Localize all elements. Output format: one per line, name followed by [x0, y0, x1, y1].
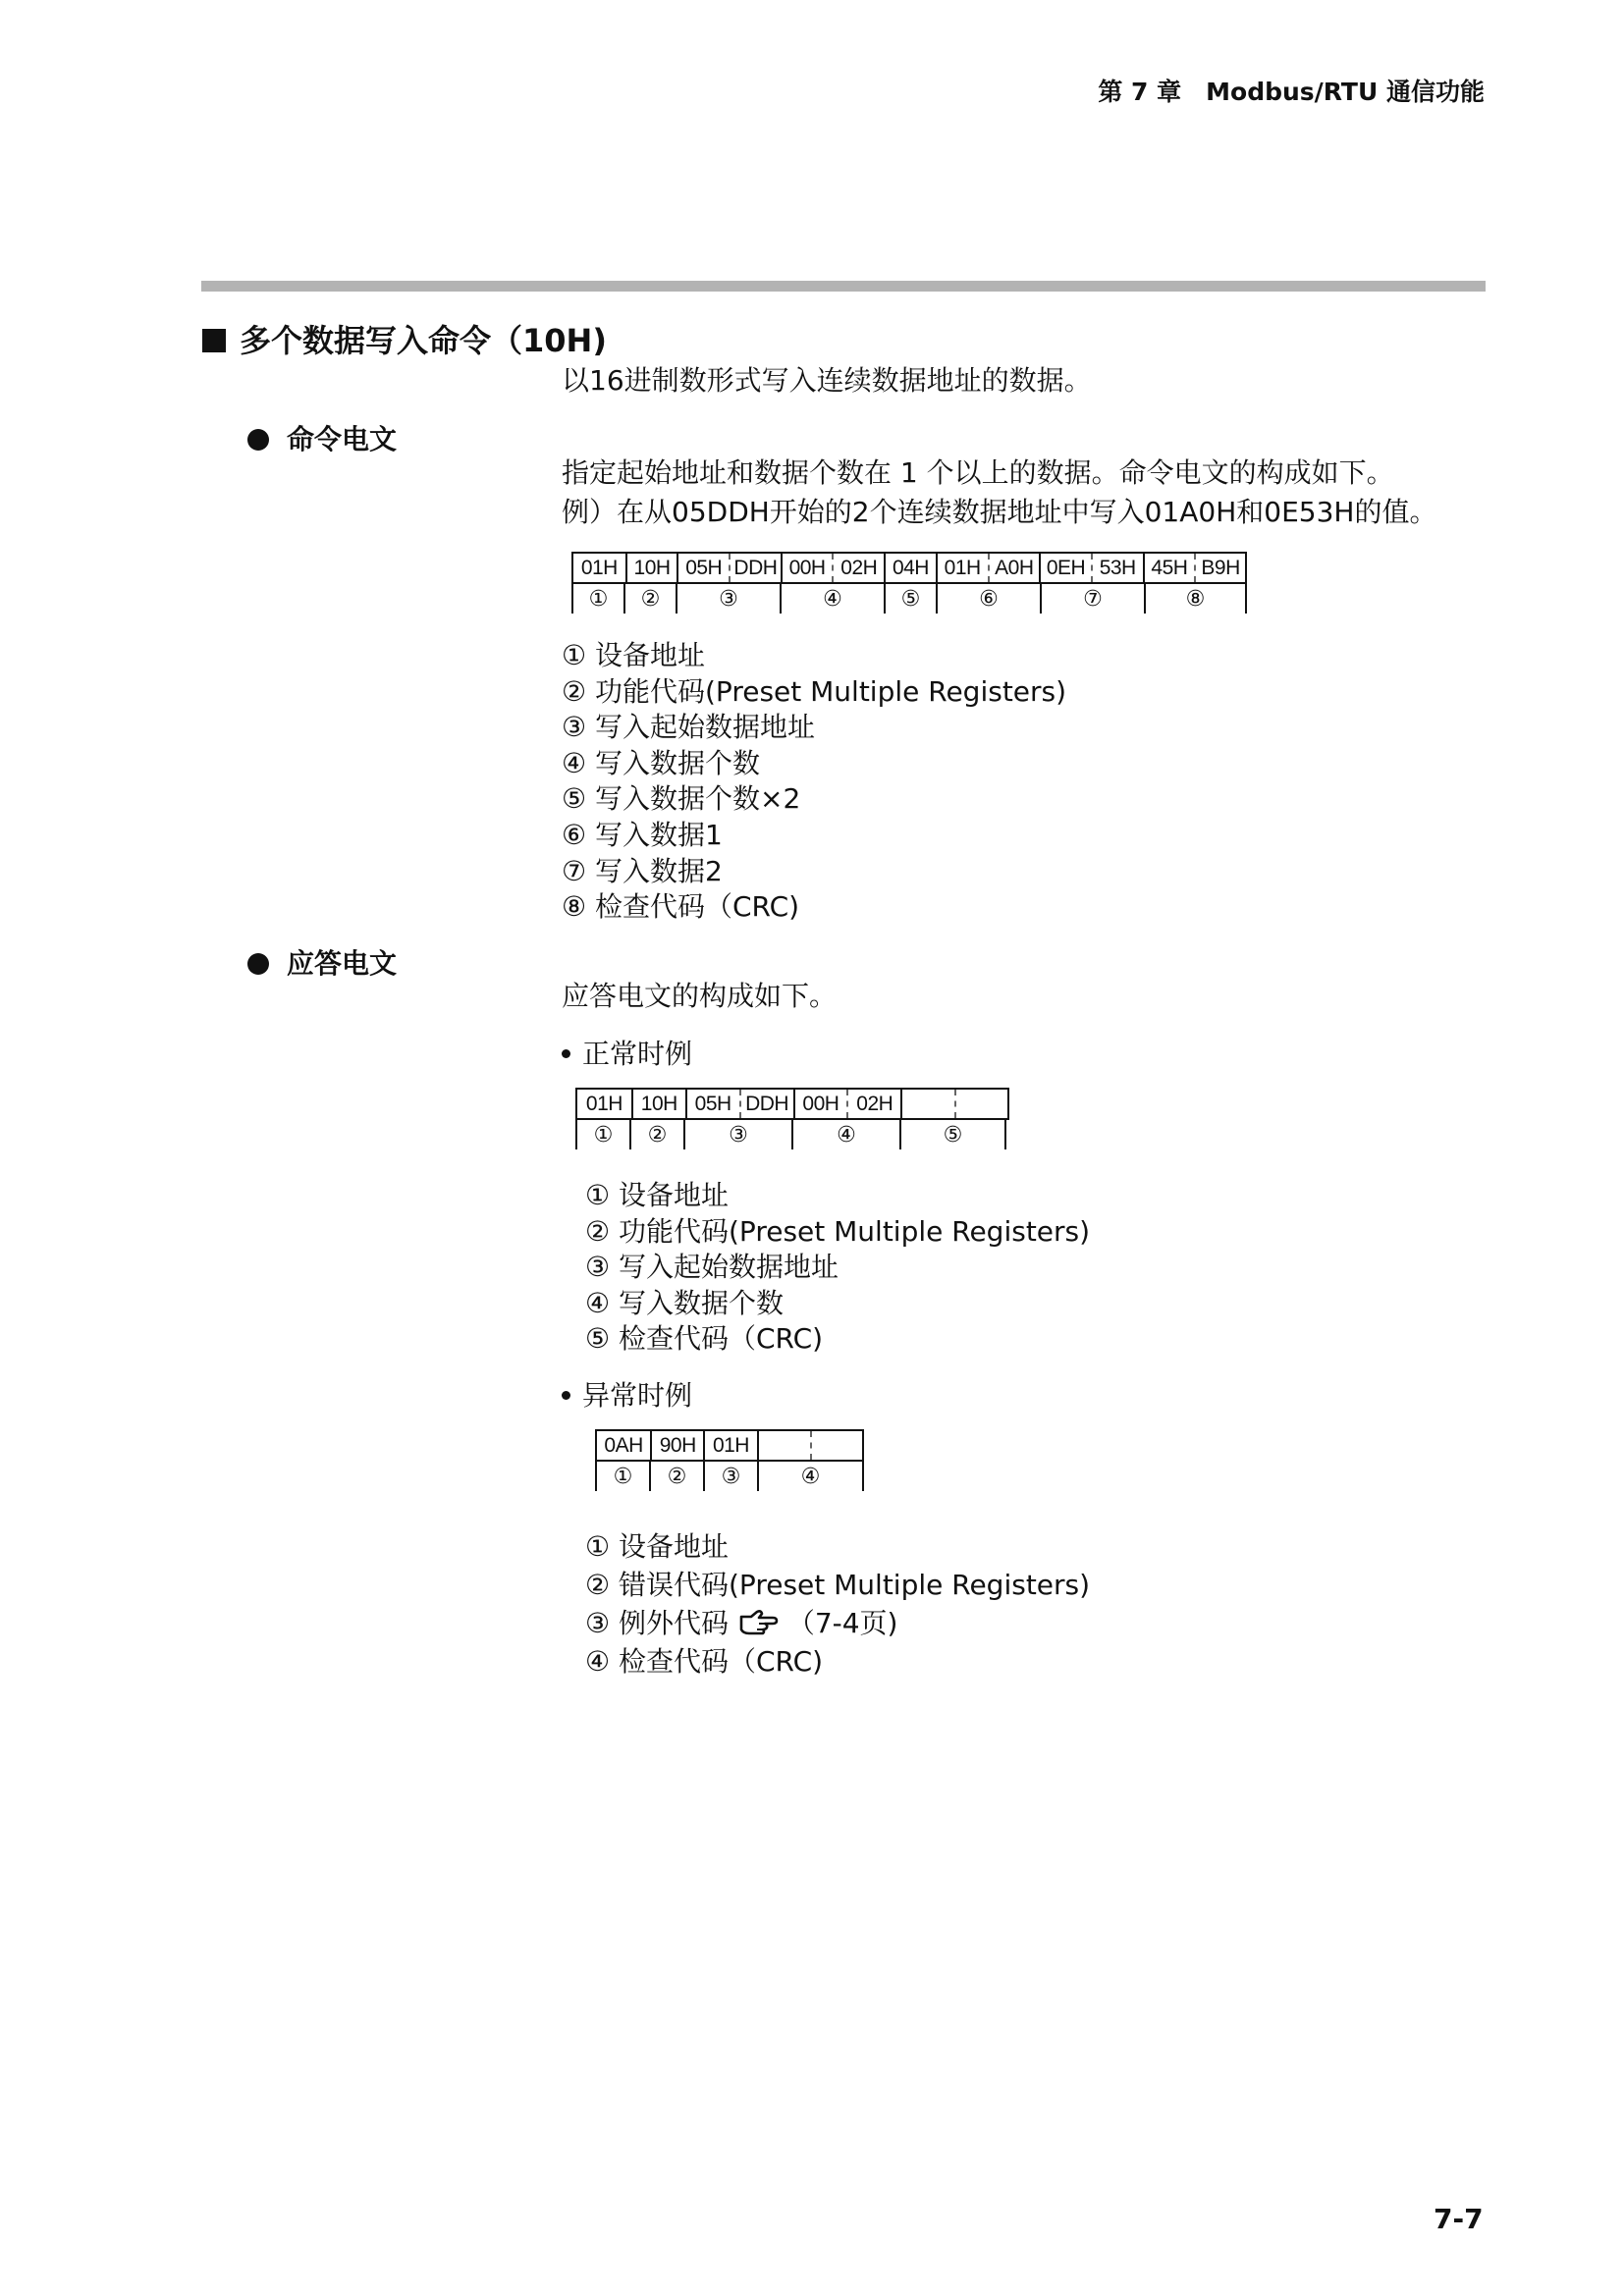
- command-example: 例）在从05DDH开始的2个连续数据地址中写入01A0H和0E53H的值。: [562, 496, 1437, 528]
- legend-item: ④ 检查代码（CRC): [585, 1645, 824, 1678]
- frame-byte: DDH: [729, 554, 781, 582]
- frame-byte: 90H: [650, 1431, 703, 1460]
- normal-response-frame-diagram: [575, 1088, 1009, 1149]
- frame-byte: 01H: [703, 1431, 756, 1460]
- frame-byte: 01H: [936, 554, 988, 582]
- legend-item: ④ 写入数据个数: [585, 1286, 785, 1319]
- legend-item: ④ 写入数据个数: [562, 746, 761, 779]
- section-title-text: 多个数据写入命令（10H): [240, 322, 607, 359]
- frame-byte: 0AH: [604, 1433, 643, 1457]
- normal-example-label-text: 正常时例: [582, 1038, 693, 1070]
- legend-item: ② 错误代码(Preset Multiple Registers): [585, 1569, 1091, 1601]
- frame-field-number: ②: [649, 1462, 703, 1491]
- frame-byte: 10H: [625, 554, 677, 582]
- page-reference[interactable]: （7-4页): [786, 1607, 898, 1639]
- frame-byte: 04H: [884, 554, 936, 582]
- frame-field-number: ⑤: [884, 584, 936, 614]
- command-frame-bytes: [571, 552, 1247, 584]
- square-bullet-icon: [202, 329, 226, 352]
- legend-item: ⑤ 检查代码（CRC): [585, 1322, 824, 1356]
- normal-frame-bytes: [575, 1088, 1009, 1120]
- legend-item-text: ③ 例外代码: [585, 1607, 730, 1639]
- frame-field-number: ①: [571, 584, 623, 614]
- error-response-frame-diagram: [595, 1429, 864, 1491]
- circle-bullet-icon: [247, 429, 269, 451]
- legend-item: ⑤ 写入数据个数×2: [562, 782, 801, 816]
- error-response-legend: [585, 1527, 1090, 1681]
- frame-byte: DDH: [739, 1090, 793, 1118]
- pointing-hand-icon: [737, 1608, 779, 1646]
- legend-item: ⑧ 检查代码（CRC): [562, 890, 800, 924]
- frame-byte: [810, 1431, 862, 1460]
- response-heading: [247, 942, 397, 982]
- frame-byte: 45H: [1143, 554, 1195, 582]
- frame-byte: [757, 1431, 810, 1460]
- response-desc: 应答电文的构成如下。: [562, 980, 838, 1012]
- frame-field-number: ⑤: [899, 1120, 1006, 1149]
- frame-field-number: ⑧: [1144, 584, 1247, 614]
- frame-byte: B9H: [1194, 554, 1245, 582]
- frame-byte: 05H: [685, 1090, 739, 1118]
- frame-field-number: ⑥: [936, 584, 1040, 614]
- legend-item: ⑦ 写入数据2: [562, 854, 723, 887]
- legend-item: ① 设备地址: [585, 1530, 730, 1563]
- command-frame-diagram: [571, 552, 1247, 614]
- response-heading-text: 应答电文: [287, 947, 398, 980]
- error-example-label: [562, 1374, 692, 1414]
- frame-byte: 01H: [580, 556, 618, 579]
- error-frame-bytes: [595, 1429, 864, 1462]
- small-bullet-icon: [562, 1049, 570, 1058]
- page-number: 7-7: [1434, 2203, 1484, 2235]
- legend-item: ① 设备地址: [562, 639, 706, 671]
- legend-item: ② 功能代码(Preset Multiple Registers): [562, 674, 1067, 708]
- frame-byte: 02H: [846, 1090, 900, 1118]
- circle-bullet-icon: [247, 953, 269, 975]
- frame-byte: 02H: [832, 554, 884, 582]
- legend-item: ① 设备地址: [585, 1179, 730, 1211]
- frame-field-number: ③: [683, 1120, 791, 1149]
- frame-field-number: ①: [575, 1120, 629, 1149]
- frame-byte: 00H: [781, 554, 833, 582]
- command-frame-numbers: [571, 584, 1247, 614]
- legend-item: ② 功能代码(Preset Multiple Registers): [585, 1214, 1091, 1248]
- frame-field-number: ③: [676, 584, 780, 614]
- normal-response-legend: [585, 1178, 1090, 1358]
- frame-byte: 0EH: [1039, 554, 1091, 582]
- frame-byte: A0H: [988, 554, 1040, 582]
- error-example-label-text: 异常时例: [582, 1379, 693, 1412]
- frame-byte: 01H: [585, 1092, 623, 1115]
- frame-field-number: ②: [623, 584, 676, 614]
- error-frame-numbers: [595, 1462, 864, 1491]
- legend-item: ③ 写入起始数据地址: [585, 1251, 839, 1284]
- legend-item: ③ 写入起始数据地址: [562, 711, 816, 744]
- command-heading: [247, 418, 397, 457]
- small-bullet-icon: [562, 1391, 570, 1400]
- frame-byte: 53H: [1091, 554, 1143, 582]
- frame-field-number: ①: [595, 1462, 649, 1491]
- normal-frame-numbers: [575, 1120, 1009, 1149]
- intro-text: 以16进制数形式写入连续数据地址的数据。: [562, 364, 1092, 397]
- frame-field-number: ④: [757, 1462, 864, 1491]
- command-heading-text: 命令电文: [287, 423, 398, 455]
- frame-field-number: ④: [780, 584, 884, 614]
- frame-byte: 10H: [631, 1090, 685, 1118]
- legend-item-with-ref: [585, 1604, 1090, 1642]
- command-legend: [562, 638, 1066, 926]
- frame-byte: [900, 1090, 954, 1118]
- frame-byte: 00H: [793, 1090, 847, 1118]
- frame-field-number: ②: [629, 1120, 683, 1149]
- section-title: [202, 316, 607, 361]
- frame-field-number: ④: [791, 1120, 899, 1149]
- section-divider: [201, 281, 1486, 292]
- frame-field-number: ③: [703, 1462, 757, 1491]
- legend-item: ⑥ 写入数据1: [562, 818, 723, 851]
- command-desc: 指定起始地址和数据个数在 1 个以上的数据。命令电文的构成如下。: [562, 456, 1394, 489]
- frame-byte: [954, 1090, 1007, 1118]
- frame-field-number: ⑦: [1040, 584, 1144, 614]
- frame-byte: 05H: [677, 554, 729, 582]
- chapter-header: 第 7 章 Modbus/RTU 通信功能: [1098, 78, 1485, 106]
- normal-example-label: [562, 1033, 692, 1072]
